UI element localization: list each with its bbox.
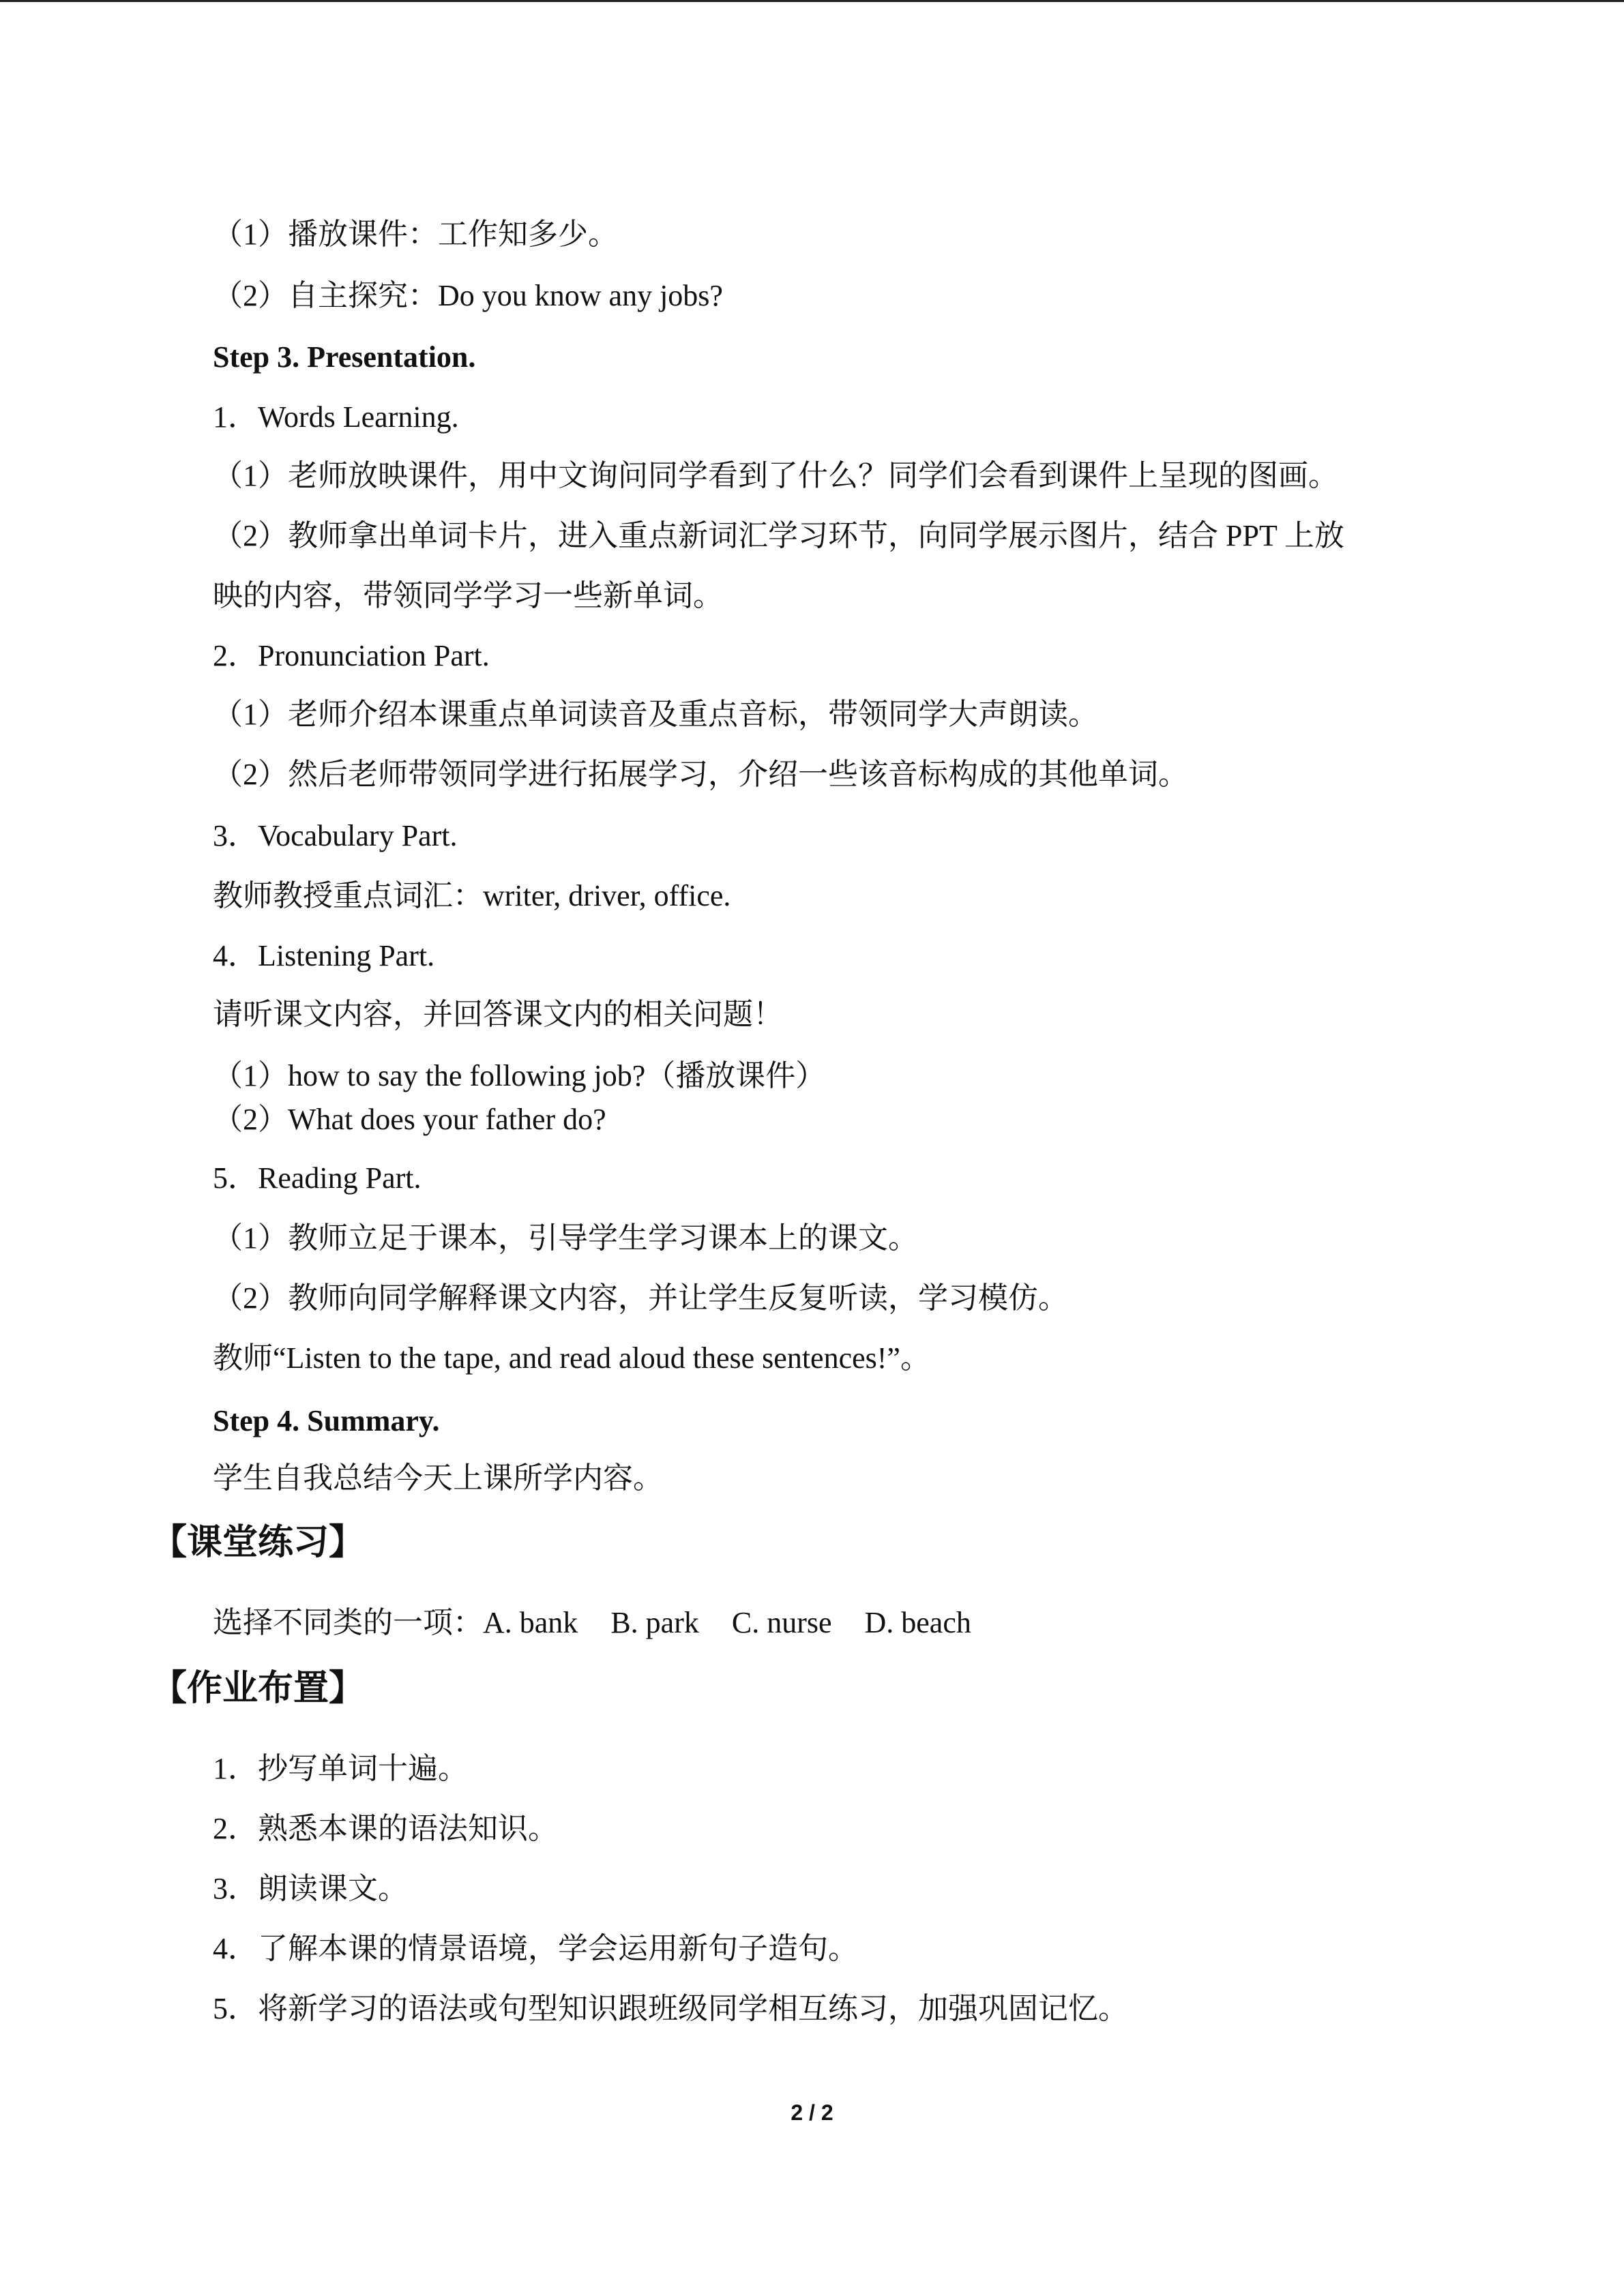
- step-4-heading: Step 4. Summary.: [213, 1404, 440, 1437]
- section-vocabulary: 3．Vocabulary Part.: [213, 819, 458, 852]
- homework-item: 1．抄写单词十遍。: [213, 1752, 468, 1785]
- practice-option-b: B. park: [610, 1606, 699, 1639]
- practice-option-c: C. nurse: [731, 1606, 832, 1639]
- section-pronunciation: 2．Pronunciation Part.: [213, 639, 490, 672]
- text-line-l1: （1）播放课件：工作知多少。: [213, 218, 618, 251]
- homework-heading: 【作业布置】: [151, 1668, 365, 1709]
- homework-item: 3．朗读课文。: [213, 1872, 408, 1905]
- text-line-s1b2: 映的内容，带领同学学习一些新单词。: [213, 579, 723, 612]
- practice-prompt: 选择不同类的一项：: [213, 1606, 483, 1639]
- practice-question: [213, 1604, 1004, 1642]
- text-line-s1a: （1）老师放映课件，用中文询问同学看到了什么？同学们会看到课件上呈现的图画。: [213, 459, 1338, 492]
- text-line-s4a: 请听课文内容，并回答课文内的相关问题！: [213, 998, 783, 1031]
- homework-item: 2．熟悉本课的语法知识。: [213, 1812, 558, 1845]
- text-line-s1b1: （2）教师拿出单词卡片，进入重点新词汇学习环节，向同学展示图片，结合 PPT 上放: [213, 519, 1345, 552]
- text-line-s2b: （2）然后老师带领同学进行拓展学习，介绍一些该音标构成的其他单词。: [213, 758, 1188, 791]
- section-reading: 5．Reading Part.: [213, 1161, 422, 1195]
- page-top-border: [0, 0, 1624, 2]
- text-line-l2: （2）自主探究：Do you know any jobs?: [213, 279, 723, 312]
- text-line-s3a: 教师教授重点词汇：writer, driver, office.: [213, 879, 731, 912]
- practice-heading: 【课堂练习】: [151, 1522, 365, 1563]
- text-line-s5b: （2）教师向同学解释课文内容，并让学生反复听读，学习模仿。: [213, 1281, 1068, 1315]
- section-words-learning: 1．Words Learning.: [213, 400, 459, 434]
- text-line-s4c: （2）What does your father do?: [213, 1103, 606, 1136]
- practice-option-d: D. beach: [864, 1606, 971, 1639]
- step-3-heading: Step 3. Presentation.: [213, 340, 476, 374]
- page-number: 2 / 2: [791, 2100, 833, 2125]
- text-line-s6: 学生自我总结今天上课所学内容。: [213, 1461, 663, 1495]
- text-line-s2a: （1）老师介绍本课重点单词读音及重点音标，带领同学大声朗读。: [213, 698, 1098, 731]
- text-line-s4b: （1）how to say the following job?（播放课件）: [213, 1059, 826, 1092]
- homework-item: 4．了解本课的情景语境，学会运用新句子造句。: [213, 1932, 858, 1965]
- section-listening: 4．Listening Part.: [213, 939, 435, 972]
- text-line-s5c: 教师“Listen to the tape, and read aloud these sentences!”。: [213, 1341, 930, 1375]
- homework-item: 5．将新学习的语法或句型知识跟班级同学相互练习，加强巩固记忆。: [213, 1992, 1128, 2025]
- text-line-s5a: （1）教师立足于课本，引导学生学习课本上的课文。: [213, 1221, 918, 1255]
- practice-option-a: A. bank: [483, 1606, 578, 1639]
